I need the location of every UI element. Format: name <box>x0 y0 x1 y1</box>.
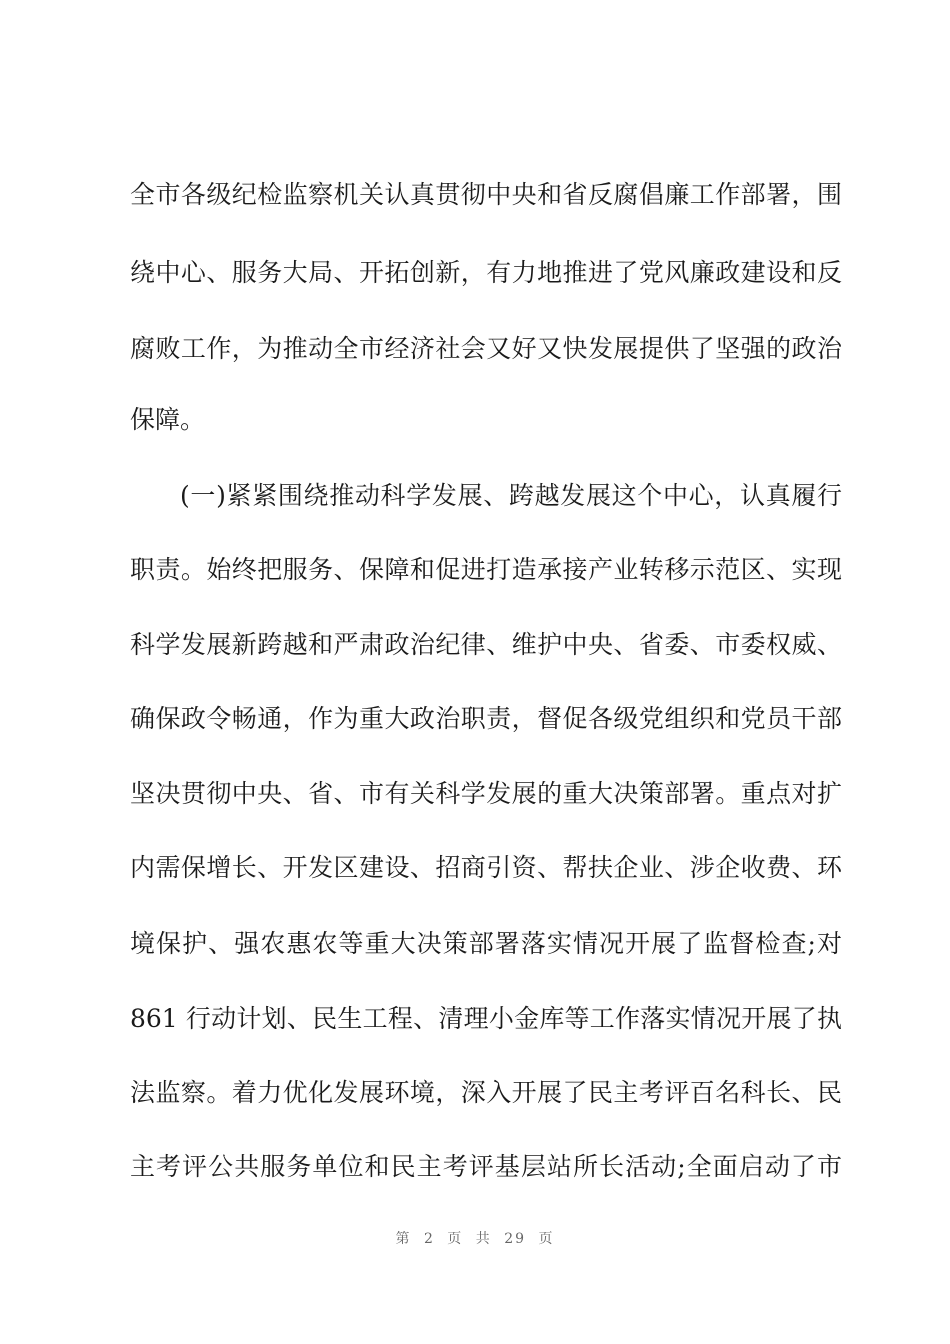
paragraph-line: 腐败工作，为推动全市经济社会又好又快发展提供了坚强的政治 <box>130 334 842 363</box>
paragraph-line: 保障。 <box>130 405 206 434</box>
paragraph-line: (一)紧紧围绕推动科学发展、跨越发展这个中心，认真履行 <box>180 481 842 510</box>
paragraph-line: 法监察。着力优化发展环境，深入开展了民主考评百名科长、民 <box>130 1078 842 1107</box>
paragraph-line: 坚决贯彻中央、省、市有关科学发展的重大决策部署。重点对扩 <box>130 779 842 808</box>
page-number-footer: 第 2 页 共 29 页 <box>395 1231 555 1247</box>
paragraph-line: 境保护、强农惠农等重大决策部署落实情况开展了监督检查;对 <box>130 929 842 958</box>
paragraph-line: 科学发展新跨越和严肃政治纪律、维护中央、省委、市委权威、 <box>130 630 842 659</box>
paragraph-line: 内需保增长、开发区建设、招商引资、帮扶企业、涉企收费、环 <box>130 853 842 882</box>
paragraph-line: 主考评公共服务单位和民主考评基层站所长活动;全面启动了市 <box>130 1152 842 1181</box>
paragraph-line: 职责。始终把服务、保障和促进打造承接产业转移示范区、实现 <box>130 555 842 584</box>
paragraph-line: 绕中心、服务大局、开拓创新，有力地推进了党风廉政建设和反 <box>130 258 842 287</box>
paragraph-line: 确保政令畅通，作为重大政治职责，督促各级党组织和党员干部 <box>130 704 842 733</box>
paragraph-line: 861 行动计划、民生工程、清理小金库等工作落实情况开展了执 <box>130 1004 842 1033</box>
paragraph-line: 全市各级纪检监察机关认真贯彻中央和省反腐倡廉工作部署，围 <box>130 180 842 209</box>
